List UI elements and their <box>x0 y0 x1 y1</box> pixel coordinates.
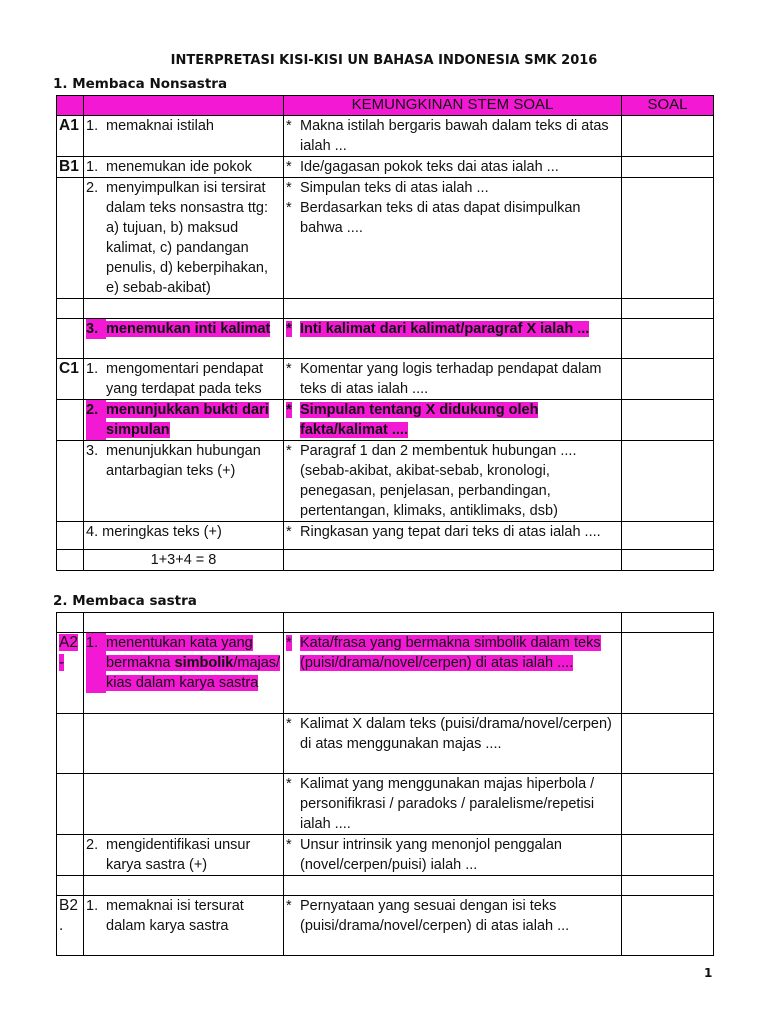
table-row-total <box>57 550 714 571</box>
stem-text: Ide/gagasan pokok teks dai atas ialah ... <box>300 159 559 175</box>
stem-text: Simpulan tentang X didukung oleh fakta/kalimat .... <box>300 402 539 438</box>
row-label: C1 <box>57 359 84 400</box>
stem-text: Makna istilah bergaris bawah dalam teks di atas ialah ... <box>300 118 609 154</box>
table-row-highlighted: A2 - 1. menentukan kata yang bermakna simbolik/majas/ kias dalam karya sastra * Kata/frasa yang bermakna simbolik dalam teks (puisi/drama/novel/cerpen) di atas ialah .... <box>57 633 714 714</box>
table-row-highlighted: 2. menunjukkan bukti dari simpulan * Simpulan tentang X didukung oleh fakta/kalimat .... <box>57 400 714 441</box>
table-row: * Kalimat X dalam teks (puisi/drama/novel/cerpen) di atas menggunakan majas .... <box>57 714 714 774</box>
document-title: INTERPRETASI KISI-KISI UN BAHASA INDONESIA SMK 2016 <box>170 53 598 68</box>
indicator-text: memaknai istilah <box>106 118 214 134</box>
table-row: 4. meringkas teks (+) * Ringkasan yang tepat dari teks di atas ialah .... <box>57 522 714 550</box>
table-row: * Kalimat yang menggunakan majas hiperbola / personifikrasi / paradoks / paralelisme/repetisi ialah .... <box>57 774 714 835</box>
stem-text: Kalimat yang menggunakan majas hiperbola / personifikrasi / paradoks / paralelisme/repetisi ialah .... <box>300 776 595 832</box>
table-header-row <box>57 96 714 116</box>
soal-cell <box>622 774 714 835</box>
soal-cell <box>622 319 714 359</box>
table-row: A1 1. memaknai istilah * Makna istilah bergaris bawah dalam teks di atas ialah ... <box>57 116 714 157</box>
stem-text: Paragraf 1 dan 2 membentuk hubungan ....(sebab-akibat, akibat-sebab, kronologi, penegasan, penjelasan, perbandingan, pertentangan, klimaks, antiklimaks, dsb) <box>300 443 577 519</box>
indicator-text: mengidentifikasi unsur karya sastra (+) <box>106 837 251 873</box>
stem-text: Kalimat X dalam teks (puisi/drama/novel/cerpen) di atas menggunakan majas .... <box>300 716 612 752</box>
page-number: 1 <box>704 966 713 980</box>
total-text: 1+3+4 = 8 <box>84 550 284 571</box>
soal-cell <box>622 400 714 441</box>
stem-text: Komentar yang logis terhadap pendapat dalam teks di atas ialah .... <box>300 361 602 397</box>
header-soal: SOAL <box>622 96 714 116</box>
header-stem: KEMUNGKINAN STEM SOAL <box>284 96 622 116</box>
section-heading-nonsastra: 1. Membaca Nonsastra <box>53 76 228 92</box>
table-row: C1 1. mengomentari pendapat yang terdapat pada teks * Komentar yang logis terhadap pendapat dalam teks di atas ialah .... <box>57 359 714 400</box>
row-label: A2 <box>59 634 78 651</box>
nonsastra-table <box>56 95 714 571</box>
soal-cell <box>622 835 714 876</box>
table-row: B2 . 1. memaknai isi tersurat dalam karya sastra * Pernyataan yang sesuai dengan isi teks (puisi/drama/novel/cerpen) di atas ialah ... <box>57 896 714 956</box>
soal-cell <box>622 714 714 774</box>
stem-text: Kata/frasa yang bermakna simbolik dalam teks (puisi/drama/novel/cerpen) di atas ialah .... <box>300 635 601 671</box>
table-row: B1 1. menemukan ide pokok * Ide/gagasan pokok teks dai atas ialah ... <box>57 157 714 178</box>
indicator-text: menentukan kata yang bermakna simbolik/majas/ kias dalam karya sastra <box>106 635 281 691</box>
soal-cell <box>622 359 714 400</box>
indicator-text: memaknai isi tersurat dalam karya sastra <box>106 898 244 934</box>
indicator-text: 4. meringkas teks (+) <box>84 522 284 550</box>
row-label: A1 <box>57 116 84 157</box>
table-row-empty <box>57 876 714 896</box>
indicator-text: menyimpulkan isi tersirat dalam teks nonsastra ttg: a) tujuan, b) maksud kalimat, c) pandangan penulis, d) keberpihakan, e) sebab-akibat) <box>106 180 269 296</box>
soal-cell <box>622 157 714 178</box>
indicator-text: menunjukkan bukti dari simpulan <box>106 402 269 438</box>
table-row: 2. menyimpulkan isi tersirat dalam teks nonsastra ttg: a) tujuan, b) maksud kalimat, c) pandangan penulis, d) keberpihakan, e) sebab-akibat) * Simpulan teks di atas ialah ... * Berdasarkan teks di atas dapat disimpulkan bahwa .... <box>57 178 714 299</box>
section-heading-sastra: 2. Membaca sastra <box>53 593 197 609</box>
stem-text: Pernyataan yang sesuai dengan isi teks (puisi/drama/novel/cerpen) di atas ialah ... <box>300 898 570 934</box>
indicator-text: menunjukkan hubungan antarbagian teks (+) <box>106 443 261 479</box>
table-row: 3. menunjukkan hubungan antarbagian teks (+) * Paragraf 1 dan 2 membentuk hubungan ....(sebab-akibat, akibat-sebab, kronologi, penegasan, penjelasan, perbandingan, pertentangan, klimaks, antiklimaks, dsb) <box>57 441 714 522</box>
stem-text: Ringkasan yang tepat dari teks di atas ialah .... <box>300 524 601 540</box>
table-row-empty <box>57 613 714 633</box>
soal-cell <box>622 116 714 157</box>
row-label: B1 <box>57 157 84 178</box>
indicator-text: menemukan ide pokok <box>106 159 252 175</box>
stem-text: Unsur intrinsik yang menonjol penggalan (novel/cerpen/puisi) ialah ... <box>300 837 562 873</box>
stem-text: Simpulan teks di atas ialah ... <box>300 180 489 196</box>
stem-text: Inti kalimat dari kalimat/paragraf X ialah ... <box>300 321 590 337</box>
soal-cell <box>622 896 714 956</box>
soal-cell <box>622 633 714 714</box>
indicator-text: mengomentari pendapat yang terdapat pada teks <box>106 361 264 397</box>
indicator-text: menemukan inti kalimat <box>106 321 271 337</box>
table-row-highlighted: 3. menemukan inti kalimat * Inti kalimat dari kalimat/paragraf X ialah ... <box>57 319 714 359</box>
stem-text: Berdasarkan teks di atas dapat disimpulkan bahwa .... <box>300 200 581 236</box>
sastra-table <box>56 612 714 956</box>
table-row-empty <box>57 299 714 319</box>
table-row: 2. mengidentifikasi unsur karya sastra (+) * Unsur intrinsik yang menonjol penggalan (novel/cerpen/puisi) ialah ... <box>57 835 714 876</box>
soal-cell <box>622 522 714 550</box>
soal-cell <box>622 441 714 522</box>
row-label: B2 <box>59 897 78 914</box>
soal-cell <box>622 178 714 299</box>
